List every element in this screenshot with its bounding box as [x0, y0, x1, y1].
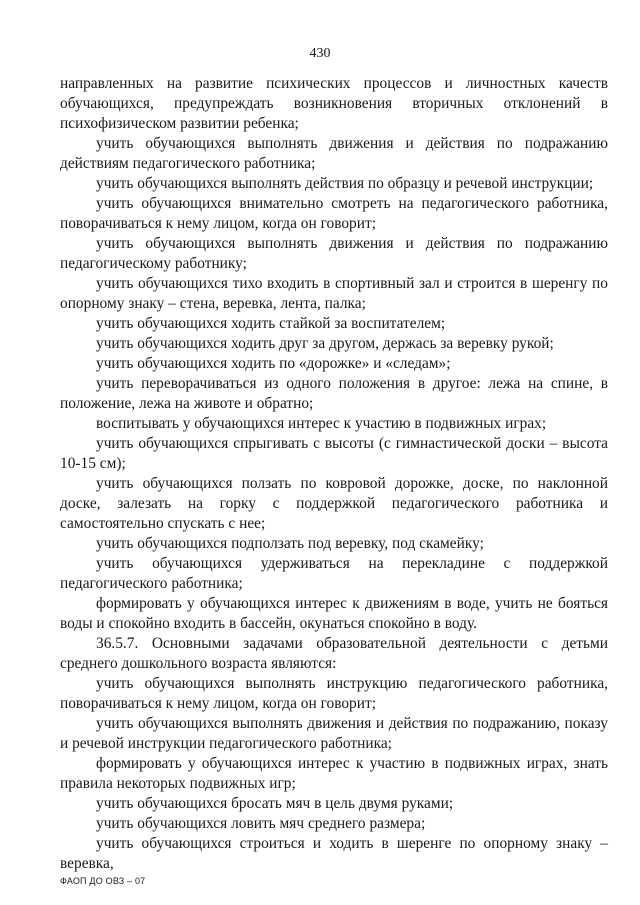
- paragraph: учить обучающихся тихо входить в спортивный зал и строится в шеренгу по опорному знаку – стена, веревка, лента, палка;: [60, 275, 608, 312]
- paragraph: учить обучающихся ходить стайкой за воспитателем;: [96, 315, 446, 332]
- page-number: 430: [309, 46, 331, 61]
- paragraph: формировать у обучающихся интерес к движениям в воде, учить не бояться воды и спокойно входить в бассейн, окунаться спокойно в воду.: [60, 595, 608, 632]
- paragraph: учить обучающихся бросать мяч в цель двумя руками;: [96, 795, 454, 812]
- paragraph: учить обучающихся строиться и ходить в шеренге по опорному знаку – веревка,: [60, 835, 608, 872]
- paragraph: учить обучающихся спрыгивать с высоты (с гимнастической доски – высота 10-15 см);: [60, 435, 608, 472]
- paragraph: учить переворачиваться из одного положения в другое: лежа на спине, в положение, лежа на животе и обратно;: [60, 375, 608, 412]
- paragraph: формировать у обучающихся интерес к участию в подвижных играх, знать правила некоторых подвижных игр;: [60, 755, 608, 792]
- paragraph: учить обучающихся подползать под веревку, под скамейку;: [96, 535, 484, 552]
- paragraph: учить обучающихся ходить по «дорожке» и «следам»;: [96, 355, 451, 372]
- paragraph: учить обучающихся ползать по ковровой дорожке, доске, по наклонной доске, залезать на горку с поддержкой педагогического работника и самостоятельно спускать с нее;: [60, 475, 608, 532]
- document-footer: ФАОП ДО ОВЗ – 07: [60, 876, 146, 886]
- section-heading-paragraph: 36.5.7. Основными задачами образовательной деятельности с детьми среднего дошкольного возраста являются:: [60, 635, 608, 672]
- paragraph: учить обучающихся выполнять движения и действия по подражанию педагогическому работнику;: [60, 235, 608, 272]
- paragraph: учить обучающихся выполнять инструкцию педагогического работника, поворачиваться к нему лицом, когда он говорит;: [60, 675, 608, 712]
- paragraph: воспитывать у обучающихся интерес к участию в подвижных играх;: [96, 415, 547, 432]
- paragraph: учить обучающихся внимательно смотреть на педагогического работника, поворачиваться к нему лицом, когда он говорит;: [60, 195, 608, 232]
- page-body: [60, 74, 608, 874]
- paragraph: учить обучающихся ловить мяч среднего размера;: [96, 815, 426, 832]
- paragraph: учить обучающихся выполнять движения и действия по подражанию действиям педагогического работника;: [60, 135, 608, 172]
- paragraph: учить обучающихся удерживаться на перекладине с поддержкой педагогического работника;: [60, 555, 608, 592]
- paragraph: учить обучающихся выполнять движения и действия по подражанию, показу и речевой инструкции педагогического работника;: [60, 715, 608, 752]
- paragraph: направленных на развитие психических процессов и личностных качеств обучающихся, предупреждать возникновения вторичных отклонений в психофизическом развитии ребенка;: [60, 75, 608, 132]
- paragraph: учить обучающихся выполнять действия по образцу и речевой инструкции;: [96, 175, 594, 192]
- paragraph: учить обучающихся ходить друг за другом, держась за веревку рукой;: [96, 335, 554, 352]
